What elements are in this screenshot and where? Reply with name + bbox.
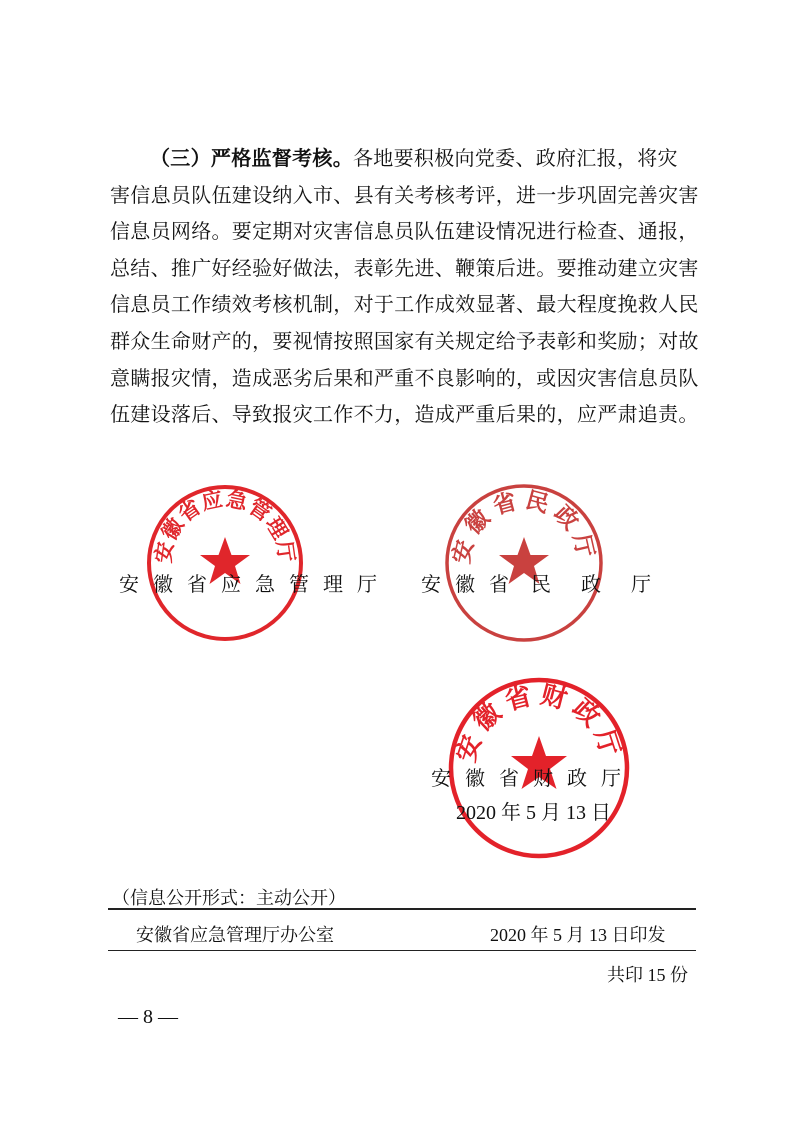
paragraph-line-2: 害信息员队伍建设纳入市、县有关考核考评，进一步巩固完善灾害 — [110, 182, 699, 207]
paragraph-line-6: 群众生命财产的，要视情按照国家有关规定给予表彰和奖励；对故 — [110, 328, 699, 353]
seal-org-name-2: 安 徽 省 民 政 厅 — [421, 572, 651, 596]
footer-divider-top — [108, 908, 696, 910]
footer-divider-bottom — [108, 950, 696, 951]
section-heading: （三）严格监督考核。 — [150, 146, 353, 170]
page-number: — 8 — — [118, 1006, 178, 1028]
disclosure-type: （信息公开形式：主动公开） — [112, 888, 346, 909]
issue-date: 2020 年 5 月 13 日印发 — [490, 925, 666, 945]
signing-date: 2020 年 5 月 13 日 — [456, 802, 611, 824]
seal-org-name-1: 安 徽 省 应 急 管 理 厅 — [119, 572, 377, 596]
body-paragraph — [110, 140, 700, 433]
paragraph-line-3: 信息员网络。要定期对灾害信息员队伍建设情况进行检查、通报， — [110, 219, 699, 244]
seal-arc-text: 安徽省财政厅 — [451, 679, 627, 766]
emergency-management-seal — [145, 483, 305, 643]
print-copies: 共印 15 份 — [607, 965, 688, 985]
seal-arc-text: 安徽省应急管理厅 — [151, 486, 299, 565]
paragraph-line-4: 总结、推广好经验好做法，表彰先进、鞭策后进。要推动建立灾害 — [110, 255, 699, 280]
paragraph-line-5: 信息员工作绩效考核机制，对于工作成效显著、最大程度挽救人民 — [110, 292, 699, 317]
paragraph-line-1 — [110, 140, 700, 177]
seal-arc-text: 安徽省民政厅 — [448, 487, 600, 566]
paragraph-line-7: 意瞒报灾情，造成恶劣后果和严重不良影响的，或因灾害信息员队 — [110, 365, 699, 390]
civil-affairs-seal — [443, 482, 605, 644]
paragraph-line-1-text: 各地要积极向党委、政府汇报，将灾 — [353, 146, 678, 170]
issuing-office: 安徽省应急管理厅办公室 — [136, 925, 334, 946]
paragraph-line-8: 伍建设落后、导致报灾工作不力，造成严重后果的，应严肃追责。 — [110, 402, 699, 427]
seal-org-name-3: 安 徽 省 财 政 厅 — [431, 766, 621, 790]
